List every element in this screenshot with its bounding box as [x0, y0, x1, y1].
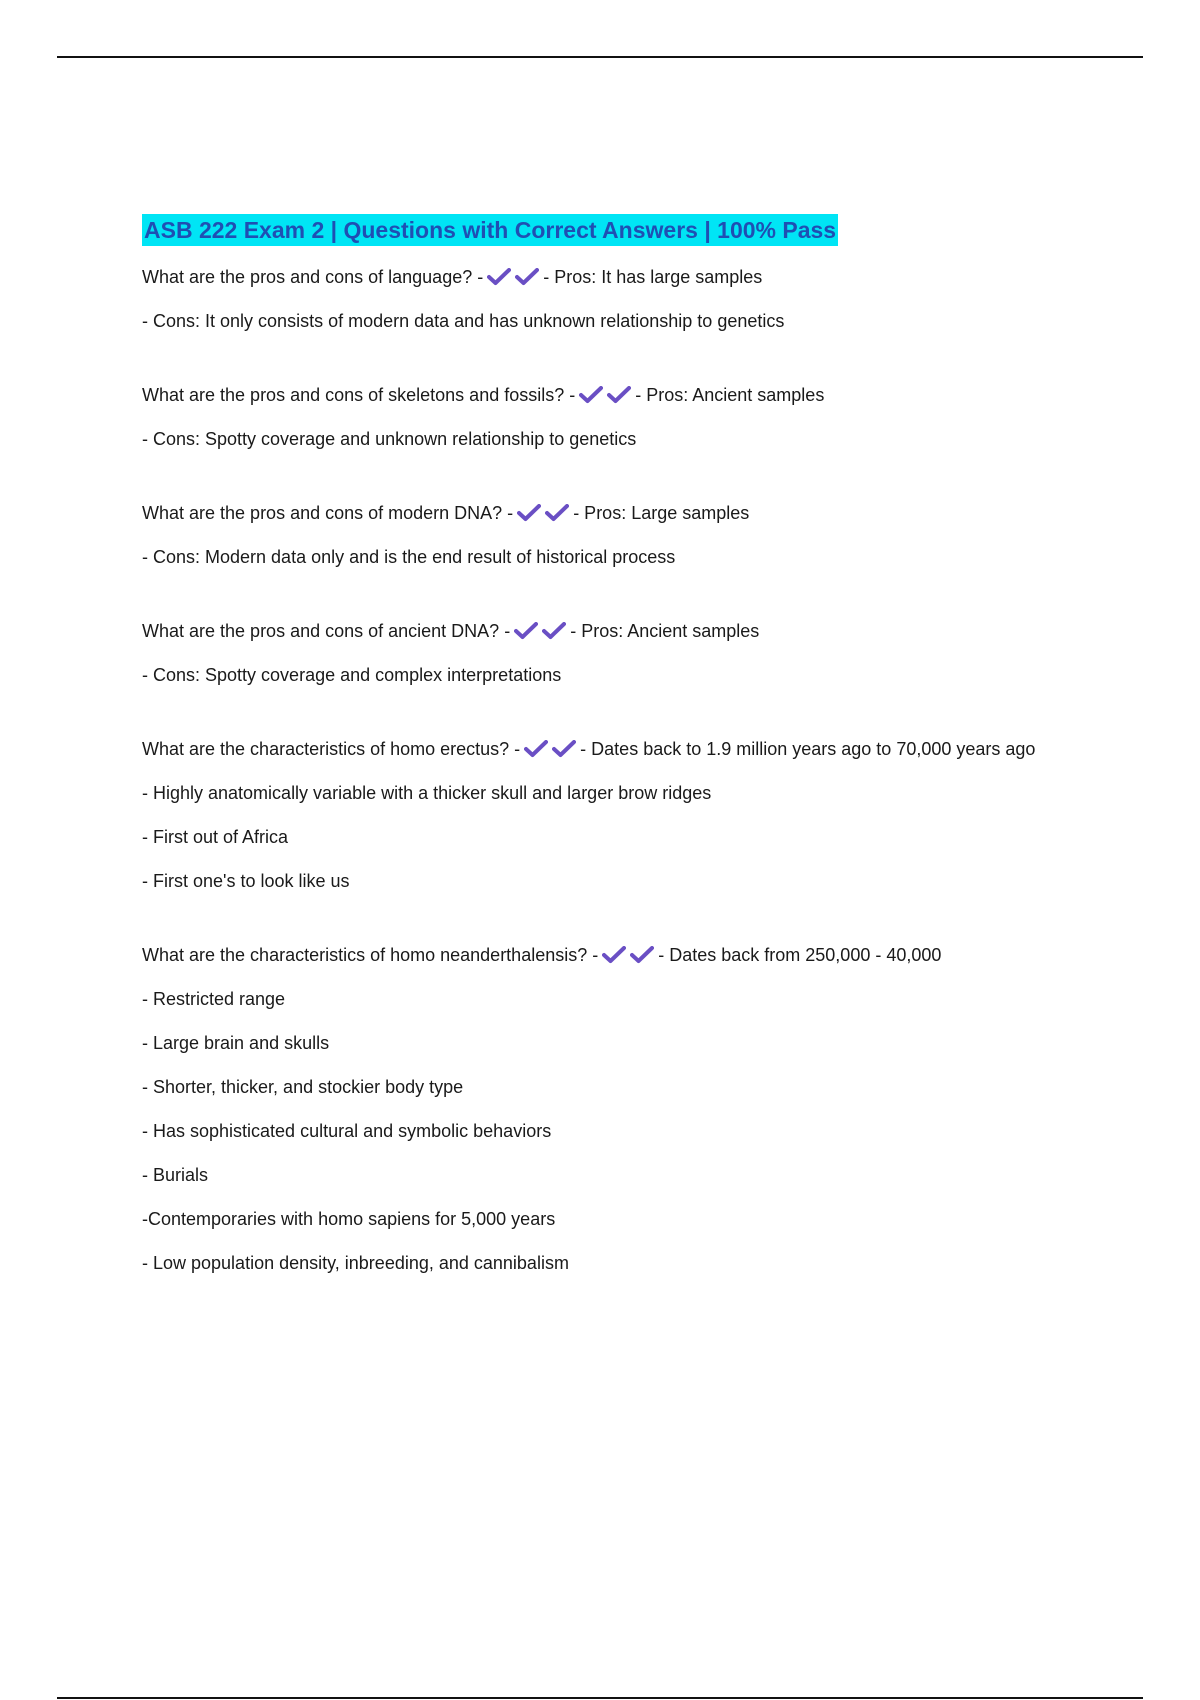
question-line	[142, 264, 1062, 290]
answer-text: - Pros: Ancient samples	[635, 385, 825, 405]
double-check-icon	[579, 386, 631, 404]
answer-text: - Pros: It has large samples	[543, 267, 763, 287]
check-icon	[607, 386, 631, 404]
answer-line: - Restricted range	[142, 989, 286, 1009]
top-rule	[57, 56, 1143, 58]
qa-item	[142, 618, 1062, 688]
qa-item	[142, 736, 1062, 894]
question-line	[142, 382, 1062, 408]
check-icon	[515, 268, 539, 286]
answer-line: -Contemporaries with homo sapiens for 5,000 years	[142, 1209, 556, 1229]
answer-line: - Cons: It only consists of modern data and has unknown relationship to genetics	[142, 311, 785, 331]
answer-text: - Pros: Ancient samples	[570, 621, 760, 641]
answer-line: - Burials	[142, 1165, 209, 1185]
bottom-rule	[57, 1697, 1143, 1699]
qa-item	[142, 264, 1062, 334]
question-text: What are the pros and cons of ancient DNA? -	[142, 621, 511, 641]
double-check-icon	[514, 622, 566, 640]
document-body	[142, 214, 1062, 1324]
check-icon	[514, 622, 538, 640]
question-line	[142, 942, 1062, 968]
check-icon	[487, 268, 511, 286]
double-check-icon	[487, 268, 539, 286]
answer-text: - Pros: Large samples	[573, 503, 750, 523]
question-text: What are the characteristics of homo erectus? -	[142, 739, 521, 759]
answer-line: - Has sophisticated cultural and symbolic behaviors	[142, 1121, 552, 1141]
answer-line: - First one's to look like us	[142, 871, 350, 891]
double-check-icon	[517, 504, 569, 522]
question-text: What are the pros and cons of skeletons and fossils? -	[142, 385, 576, 405]
qa-list	[142, 264, 1062, 1276]
check-icon	[579, 386, 603, 404]
answer-line: - Cons: Spotty coverage and unknown relationship to genetics	[142, 429, 637, 449]
answer-line: - Cons: Modern data only and is the end result of historical process	[142, 547, 676, 567]
answer-line: - First out of Africa	[142, 827, 289, 847]
double-check-icon	[524, 740, 576, 758]
check-icon	[542, 622, 566, 640]
qa-item	[142, 382, 1062, 452]
answer-line: - Large brain and skulls	[142, 1033, 330, 1053]
qa-item	[142, 942, 1062, 1276]
question-line	[142, 618, 1062, 644]
qa-item	[142, 500, 1062, 570]
check-icon	[524, 740, 548, 758]
answer-line: - Cons: Spotty coverage and complex interpretations	[142, 665, 562, 685]
question-line	[142, 500, 1062, 526]
double-check-icon	[602, 946, 654, 964]
check-icon	[602, 946, 626, 964]
answer-text: - Dates back to 1.9 million years ago to 70,000 years ago	[580, 739, 1036, 759]
check-icon	[545, 504, 569, 522]
check-icon	[552, 740, 576, 758]
answer-line: - Low population density, inbreeding, and cannibalism	[142, 1253, 569, 1273]
check-icon	[630, 946, 654, 964]
answer-line: - Shorter, thicker, and stockier body type	[142, 1077, 464, 1097]
answer-text: - Dates back from 250,000 - 40,000	[658, 945, 942, 965]
question-text: What are the characteristics of homo neanderthalensis? -	[142, 945, 599, 965]
question-text: What are the pros and cons of language? -	[142, 267, 484, 287]
check-icon	[517, 504, 541, 522]
question-text: What are the pros and cons of modern DNA? -	[142, 503, 514, 523]
document-title: ASB 222 Exam 2 | Questions with Correct Answers | 100% Pass	[142, 214, 838, 246]
answer-line: - Highly anatomically variable with a thicker skull and larger brow ridges	[142, 783, 712, 803]
question-line	[142, 736, 1062, 762]
